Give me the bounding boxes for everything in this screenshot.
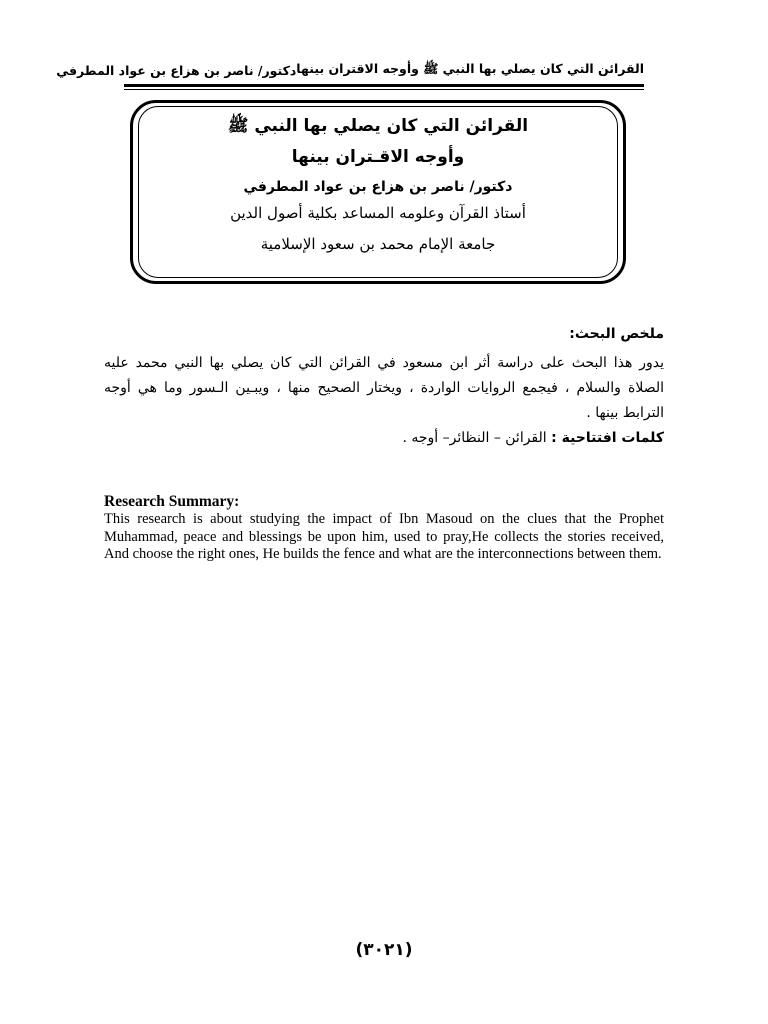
english-abstract-heading: Research Summary: bbox=[104, 493, 240, 510]
paper-title-line2: وأوجه الاقـتران بينها bbox=[291, 147, 465, 167]
arabic-keywords bbox=[104, 426, 664, 451]
header-rule-thick bbox=[124, 84, 644, 87]
author-name: دكتور/ ناصر بن هزاع بن عواد المطرفي bbox=[243, 179, 513, 195]
running-header bbox=[56, 58, 644, 82]
arabic-abstract bbox=[104, 322, 664, 451]
title-box bbox=[138, 106, 618, 278]
running-header-author: دكتور/ ناصر بن هزاع بن عواد المطرفي bbox=[56, 62, 297, 78]
arabic-keywords-label: كلمات افتتاحية : bbox=[551, 430, 664, 446]
arabic-abstract-heading: ملخص البحث: bbox=[569, 326, 664, 342]
author-position: أستاذ القرآن وعلومه المساعد بكلية أصول الدين bbox=[230, 204, 526, 222]
running-header-title: القرائن التي كان يصلي بها النبي ﷺ وأوجه الاقتران بينها bbox=[296, 60, 644, 76]
paper-title-line1: القرائن التي كان يصلي بها النبي ﷺ bbox=[227, 116, 529, 136]
english-abstract bbox=[104, 493, 664, 564]
header-rule-thin bbox=[124, 89, 644, 90]
page-number: (٣٠٢١) bbox=[355, 940, 413, 960]
author-university: جامعة الإمام محمد بن سعود الإسلامية bbox=[260, 235, 496, 253]
english-abstract-body: This research is about studying the impact of Ibn Masoud on the clues that the Prophet Muhammad, peace and blessings be upon him, used to pray,He collects the stories received, And choose the right ones, He builds the fence and what are the interconnections between them. bbox=[104, 511, 664, 562]
arabic-abstract-body: يدور هذا البحث على دراسة أثر ابن مسعود في القرائن التي كان يصلي بها النبي محمد عليه الصلاة والسلام ، فيجمع الروايات الواردة ، ويختار الصحيح منها ، ويبـين الـسور وما هي أوجه الترابط بينها . bbox=[104, 355, 664, 421]
arabic-keywords-list: القرائن – النظائر– أوجه . bbox=[402, 430, 552, 446]
